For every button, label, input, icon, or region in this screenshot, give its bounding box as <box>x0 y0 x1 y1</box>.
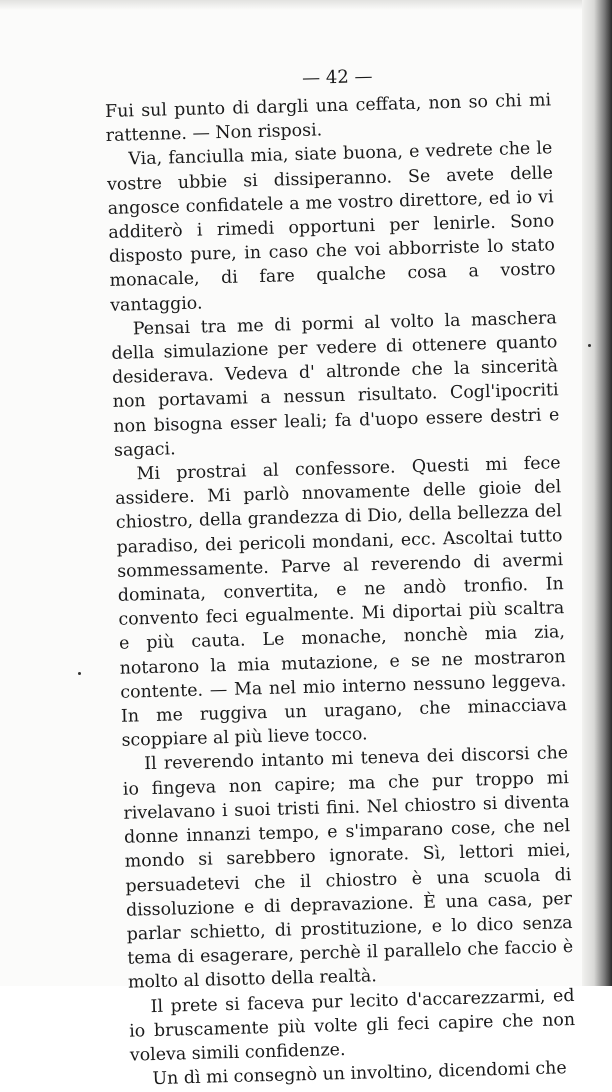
book-binding-edge <box>582 0 612 986</box>
ink-speck <box>78 672 81 675</box>
ink-speck <box>588 344 591 347</box>
paragraph-6: Il prete si faceva pur lecito d'accarezzarmi, ed io bruscamente più volte gli feci capire che non voleva simili confidenze. <box>128 985 576 1066</box>
paragraph-7: Un dì mi consegnò un involtino, dicendomi che <box>152 1058 567 1090</box>
paragraph-2: Via, fanciulla mia, siate buona, e vedrete che le vostre ubbie si dissiperanno. Se avete delle angosce confidatele a me vostro direttore, ed io vi additerò i rimedi opportuni per lenirle. Sono disposto pure, in caso che voi abborriste lo stato monacale, di fare qualche cosa a vostro vantaggio. <box>106 138 556 316</box>
paragraph-4: Mi prostrai al confessore. Questi mi fece assidere. Mi parlò nnovamente delle gioie del chiostro, della grandezza di Dio, della bellezza del paradiso, dei pericoli mondani, ecc. Ascoltai tutto sommessamente. Parve al reverendo di avermi dominata, convertita, e ne andò tronfio. In convento feci egualmente. Mi diportai più scaltra e più cauta. Le monache, nonchè mia zia, notarono la mia mutazione, e se ne mostraron contente. — Ma nel mio interno nessuno leggeva. In me ruggiva un uragano, che minacciava scoppiare al più lieve tocco. <box>115 453 568 752</box>
page-text-block <box>104 56 577 1092</box>
paragraph-5: Il reverendo intanto mi teneva dei discorsi che io fingeva non capire; ma che pur troppo mi rivelavano i suoi tristi fini. Nel chiostro si diventa donne innanzi tempo, e s'imparano cose, che nel mondo si sarebbero ignorate. Sì, lettori miei, persuadetevi che il chiostro è una scuola di dissoluzione e di depravazione. È una casa, per parlar schietto, di prostituzione, e lo dico senza tema di esagerare, perchè il parallelo che faccio è molto al disotto della realtà. <box>122 743 574 993</box>
page-top-shadow <box>0 0 612 10</box>
paragraph-1: Fui sul punto di dargli una ceffata, non so chi mi rattenne. — Non risposi. <box>104 90 552 147</box>
paragraph-3: Pensai tra me di pormi al volto la maschera della simulazione per vedere di ottenere quanto desiderava. Vedeva d' altronde che la sincerità non portavami a nessun risultato. Cogl'ipocriti non bisogna esser leali; fa d'uopo essere destri e sagaci. <box>111 308 560 461</box>
page-number: — 42 — <box>301 65 373 89</box>
